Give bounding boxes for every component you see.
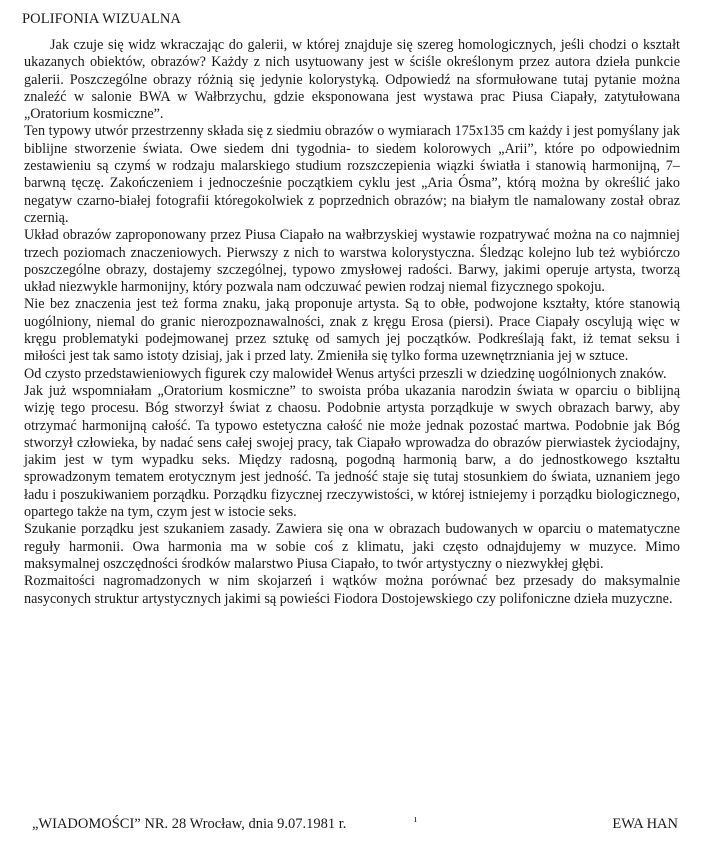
paragraph-4: Nie bez znaczenia jest też forma znaku, jaką proponuje artysta. Są to obłe, podwojone kształty, które stanowią uogólniony, niemal do granic nierozpoznawalności, znak z kręgu Erosa (piersi). Prace Ciapały oscylują więc w kręgu problematyki podejmowanej przez sztukę od samych jej początków. Podkreślają fakt, iż temat seksu i miłości jest tak samo istoty dzisiaj, jak i przed laty. Zmieniła się tylko forma uzewnętrzniania jej w sztuce.: [24, 296, 680, 365]
paragraph-1: Jak czuje się widz wkraczając do galerii, w której znajduje się szereg homologicznych, jeśli chodzi o kształt ukazanych obiektów, obrazów? Każdy z nich usytuowany jest w ściśle określonym przez autora dzieła punkcie galerii. Poszczególne obrazy różnią się jedynie kolorystyką. Odpowiedź na sformułowane tutaj pytanie można znaleźć w salonie BWA w Wałbrzychu, gdzie eksponowana jest wystawa prac Piusa Ciapały, zatytułowana „Oratorium kosmiczne”.: [24, 37, 680, 123]
paragraph-2: Ten typowy utwór przestrzenny składa się z siedmiu obrazów o wymiarach 175x135 cm każdy i jest pomyślany jak biblijne stworzenie świata. Owe siedem dni tygodnia- to siedem kolorowych „Arii”, które po odpowiednim zestawieniu są czymś w rodzaju malarskiego studium rozszczepienia wiązki światła i stanowią harmonijną, 7–barwną tęczę. Zakończeniem i jednocześnie początkiem cyklu jest „Aria Ósma”, którą można by określić jako negatyw czarno-białej fotografii któregokolwiek z poprzednich obrazów; na białym tle namalowany został obraz czernią.: [24, 123, 680, 226]
paragraph-5: Od czysto przedstawieniowych figurek czy malowideł Wenus artyści przeszli w dziedzinę uogólnionych znaków.: [24, 365, 667, 382]
footer-source: „WIADOMOŚCI” NR. 28 Wrocław, dnia 9.07.1981 r.: [32, 816, 347, 832]
document-title: POLIFONIA WIZUALNA: [22, 11, 182, 27]
paragraph-6: Jak już wspomniałam „Oratorium kosmiczne” to swoista próba ukazania narodzin świata w oparciu o biblijną wizję tego procesu. Bóg stworzył świat z chaosu. Podobnie artysta porządkuje w swych obrazach barwy, aby otrzymać harmonijną całość. Ta typowo estetyczna całość nie może jednak pozostać martwa. Podobnie jak Bóg stworzył człowieka, by nadać sens całej swojej pracy, tak Ciapało wprowadza do obrazów pierwiastek życiodajny, jakim jest w tym wypadku seks. Między radosną, pogodną harmonią barw, a do jednostkowego kształtu sprowadzonym tematem erotycznym jest jedność. Ta jedność staje się tutaj stosunkiem do świata, uznaniem jego ładu i poszukiwaniem porządku. Porządku fizycznej rzeczywistości, w której istniejemy i porządku biologicznego, opartego także na tym, czym jest w istocie seks.: [24, 382, 680, 521]
paragraph-3: Układ obrazów zaproponowany przez Piusa Ciapało na wałbrzyskiej wystawie rozpatrywać można na co najmniej trzech poziomach znaczeniowych. Pierwszy z nich to warstwa kolorystyczna. Śledząc kolejno lub też wybiórczo poszczególne obrazy, dostajemy szczególnej, typowo zmysłowej radości. Barwy, jakimi operuje artysta, tworzą układ niezwykle harmonijny, który pozwala nam odczuwać pewien rodzaj niemal fizycznego spokoju.: [24, 227, 680, 296]
footer-author: EWA HAN: [612, 816, 678, 832]
article-body: [24, 37, 680, 608]
paragraph-8: Rozmaitości nagromadzonych w nim skojarzeń i wątków można porównać bez przesady do maksymalnie nasyconych struktur artystycznych jakimi są powieści Fiodora Dostojewskiego czy polifoniczne dzieła muzyczne.: [24, 573, 680, 607]
footer-mark: ı: [414, 814, 417, 825]
paragraph-7: Szukanie porządku jest szukaniem zasady. Zawiera się ona w obrazach budowanych w oparciu o matematyczne reguły harmonii. Owa harmonia ma w sobie coś z klimatu, jaki często odnajdujemy w muzyce. Mimo maksymalnej oszczędności środków malarstwo Piusa Ciapało, to twór artystyczny o niezwykłej głębi.: [24, 521, 680, 572]
